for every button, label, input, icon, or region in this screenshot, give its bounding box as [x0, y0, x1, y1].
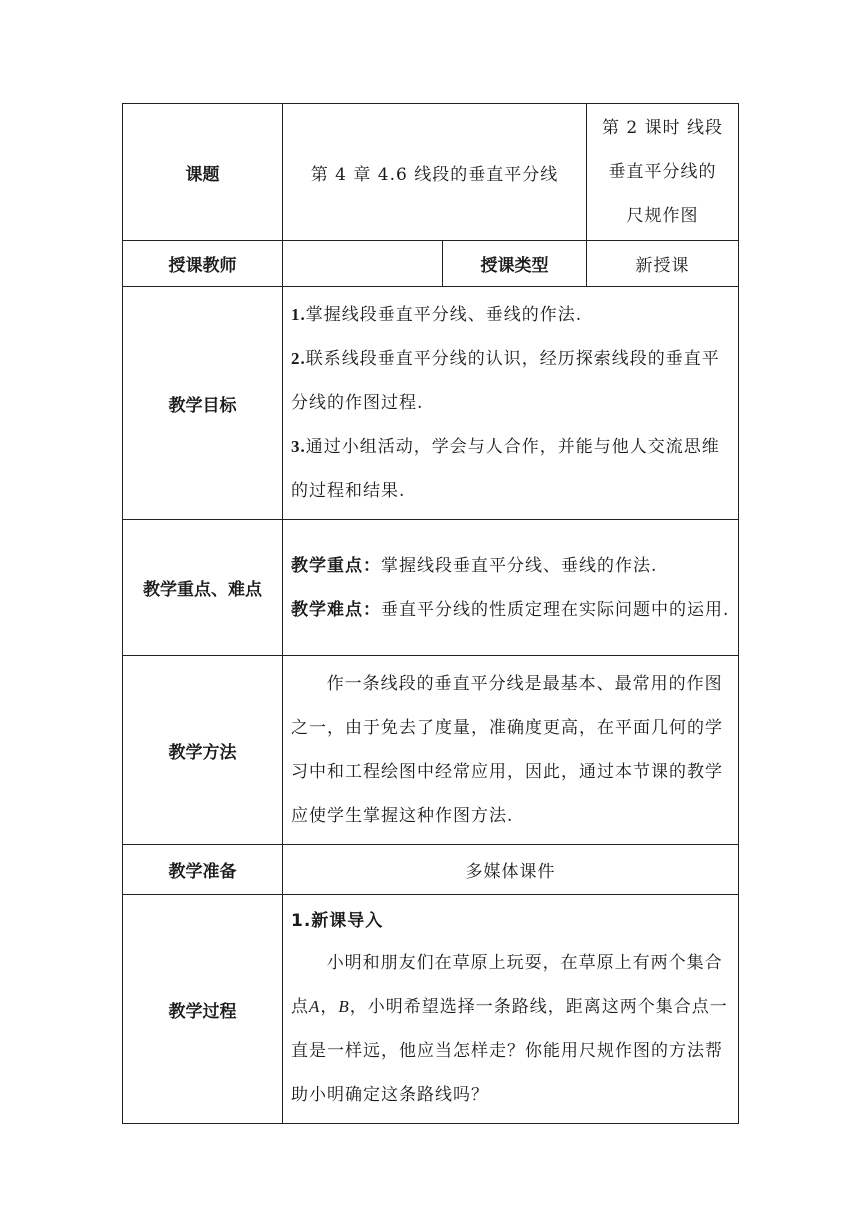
prep-value: 多媒体课件: [283, 845, 739, 895]
row-teacher: [123, 241, 739, 287]
goal-item-1: 1.掌握线段垂直平分线、垂线的作法.: [291, 305, 583, 325]
method-text: 作一条线段的垂直平分线是最基本、最常用的作图之一，由于免去了度量，准确度更高，在平面几何的学习中和工程绘图中经常应用，因此，通过本节课的教学应使学生掌握这种作图方法.: [291, 674, 723, 826]
teacher-value: [283, 241, 443, 287]
type-value: 新授课: [587, 241, 739, 287]
row-goals: [123, 287, 739, 520]
process-content: [283, 895, 739, 1124]
point-b: B: [338, 997, 350, 1016]
goals-label: 教学目标: [123, 287, 283, 520]
process-text: 小明和朋友们在草原上玩耍，在草原上有两个集合点A，B，小明希望选择一条路线，距离这两个集合点一直是一样远，他应当怎样走？你能用尺规作图的方法帮助小明确定这条路线吗？: [291, 953, 728, 1105]
keypoints-content: [283, 520, 739, 656]
lesson-line-2: 垂直平分线的: [608, 162, 717, 182]
row-topic: [123, 104, 739, 241]
process-label: 教学过程: [123, 895, 283, 1124]
row-prep: [123, 845, 739, 895]
teacher-label: 授课教师: [123, 241, 283, 287]
lesson-line-3: 尺规作图: [626, 206, 699, 226]
chapter-text: 第 4 章 4.6 线段的垂直平分线: [310, 164, 559, 185]
goal-item-2: 2.联系线段垂直平分线的认识，经历探索线段的垂直平分线的作图过程.: [291, 349, 720, 413]
lesson-plan-table: [122, 103, 739, 1124]
key-point: 教学重点：掌握线段垂直平分线、垂线的作法.: [291, 555, 658, 576]
type-label: 授课类型: [443, 241, 587, 287]
method-label: 教学方法: [123, 656, 283, 845]
goals-content: [283, 287, 739, 520]
point-a: A: [309, 997, 321, 1016]
topic-chapter: [283, 104, 587, 241]
process-section-title: 1.新课导入: [291, 911, 384, 931]
keypoints-label: 教学重点、难点: [123, 520, 283, 656]
topic-lesson: [587, 104, 739, 241]
row-method: [123, 656, 739, 845]
row-keypoints: [123, 520, 739, 656]
goal-item-3: 3.通过小组活动，学会与人合作，并能与他人交流思维的过程和结果.: [291, 437, 720, 501]
method-content: [283, 656, 739, 845]
prep-label: 教学准备: [123, 845, 283, 895]
lesson-line-1: 第 2 课时 线段: [601, 118, 724, 138]
difficult-point: 教学难点：垂直平分线的性质定理在实际问题中的运用.: [291, 599, 730, 620]
topic-label: 课题: [123, 104, 283, 241]
row-process: [123, 895, 739, 1124]
